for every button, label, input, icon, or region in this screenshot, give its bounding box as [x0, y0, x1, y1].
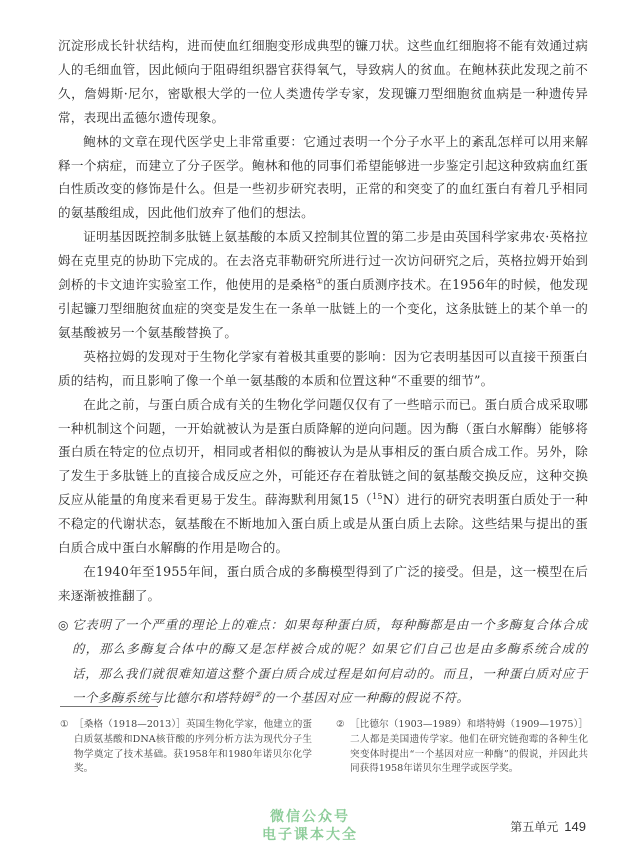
- paragraph-protein-synthesis: 在此之前，与蛋白质合成有关的生物化学问题仅仅有了一些暗示而已。蛋白质合成采取哪一种机制这个问题，一开始就被认为是蛋白质降解的逆向问题。因为酶（蛋白水解酶）能够将蛋白质在特定的位点切开，相同或者相似的酶被认为是从事相反的蛋白质合成工作。另外，除了发生于多肽链上的直接合成反应之外，可能还存在着肽链之间的氨基酸交换反应，这种交换反应从能量的角度来看更易于发生。薛海默利用氮15（$^{15}$N）进行的研究表明蛋白质处于一种不稳定的代谢状态，氨基酸在不断地加入蛋白质上或是从蛋白质上去除。这些结果与提出的蛋白质合成中蛋白水解酶的作用是吻合的。: [58, 396, 588, 556]
- paragraph-pauling-article: 鲍林的文章在现代医学史上非常重要：它通过表明一个分子水平上的紊乱怎样可以用来解释一个病症，而建立了分子医学。鲍林和他的同事们希望能够进一步鉴定引起这种致病血红蛋白性质改变的修饰是什么。但是一些初步研究表明，正常的和突变了的血红蛋白有着几乎相同的氨基酸组成，因此他们放弃了他们的想法。: [58, 133, 588, 221]
- watermark: [262, 808, 358, 844]
- paragraph-sickle-cell: 沉淀形成长针状结构，进而使血红细胞变形成典型的镰刀状。这些血红细胞将不能有效通过病人的毛细血管，因此倾向于阻碍组织器官获得氧气，导致病人的贫血。在鲍林获此发现之前不久，詹姆斯·尼尔，密歇根大学的一位人类遗传学专家，发现镰刀型细胞贫血病是一种遗传异常，表现出孟德尔遗传现象。: [58, 38, 588, 125]
- watermark-line-1: 微信公众号: [270, 809, 350, 825]
- footnote-divider: [60, 706, 158, 707]
- paragraph-ingram-impact: 英格拉姆的发现对于生物化学家有着极其重要的影响：因为它表明基因可以直接干预蛋白质的结构，而且影响了像一个单一氨基酸的本质和位置这种“不重要的细节”。: [58, 348, 588, 388]
- footnote-ref-beadle: ②: [253, 690, 262, 700]
- main-text: [58, 34, 588, 711]
- footnote-ref-sanger: ①: [315, 276, 324, 286]
- note-text: 它表明了一个严重的理论上的难点：如果每种蛋白质，每种酶都是由一个多酶复合体合成的，那么多酶复合体中的酶又是怎样被合成的呢？如果它们自己也是由多酶系统合成的话，那么我们就很难知道这整个蛋白质合成过程是如何启动的。而且，一种蛋白质对应于一个多酶系统与比德尔和塔特姆②的一个基因对应一种酶的假说不符。: [72, 616, 588, 706]
- nitrogen-isotope-sup: 15: [372, 492, 383, 502]
- page-number: 149: [564, 819, 586, 834]
- page-footer: [510, 818, 586, 835]
- unit-label: 第五单元: [510, 820, 559, 834]
- paragraph-ingram: 证明基因既控制多肽链上氨基酸的本质又控制其位置的第二步是由英国科学家弗农·英格拉姆在克里克的协助下完成的。在去洛克菲勒研究所进行过一次访问研究之后，英格拉姆开始到剑桥的卡文迪许实验室工作，他使用的是桑格①的蛋白质测序技术。在1956年的时候，他发现引起镰刀型细胞贫血症的突变是发生在一条单一肽链上的一个变化，这条肽链上的某个单一的氨基酸被另一个氨基酸替换了。: [58, 229, 589, 340]
- note-mark-icon: ◎: [58, 617, 69, 632]
- footnote-mark: ①: [60, 719, 69, 730]
- footnote-text: ［桑格（1918—2013）］英国生物化学家，他建立的蛋白质氨基酸和DNA核苷酸的序列分析方法为现代分子生物学奠定了技术基础。获1958年和1980年诺贝尔化学奖。: [74, 719, 312, 775]
- footnote-sanger: [60, 718, 312, 777]
- footnote-beadle-tatum: [336, 718, 588, 777]
- note-block: [58, 613, 588, 711]
- footnotes: [60, 718, 588, 777]
- paragraph-multienzyme-model: 在1940年至1955年间，蛋白质合成的多酶模型得到了广泛的接受。但是，这一模型在后来逐渐被推翻了。: [58, 563, 588, 603]
- footnote-text: ［比德尔（1903—1989）和塔特姆（1909—1975）］二人都是美国遗传学家。他们在研究链孢霉的各种生化突变体时提出“一个基因对应一种酶”的假说，并因此共同获得1958年诺贝尔生理学或医学奖。: [350, 719, 588, 775]
- watermark-line-2: 电子课本大全: [262, 827, 358, 843]
- footnote-mark: ②: [336, 719, 345, 730]
